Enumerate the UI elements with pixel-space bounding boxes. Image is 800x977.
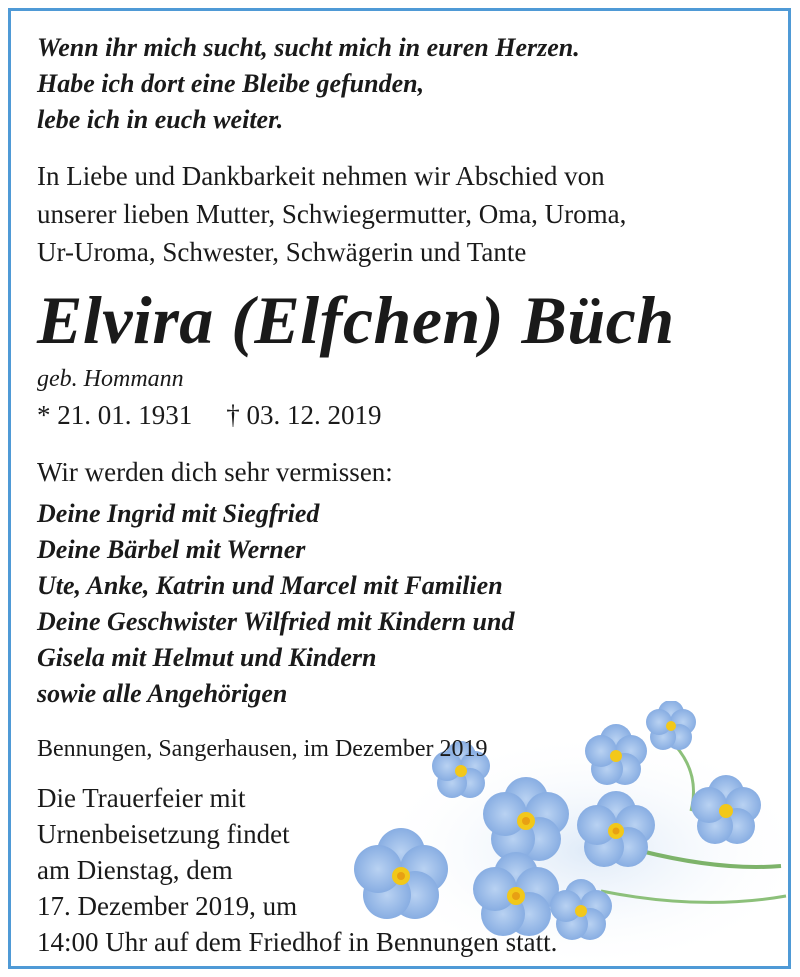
life-dates <box>37 400 382 431</box>
intro-line: Ur-Uroma, Schwester, Schwägerin und Tante <box>37 237 527 267</box>
obituary-text <box>11 11 788 966</box>
death-date: † 03. 12. 2019 <box>226 400 382 430</box>
funeral-line: Die Trauerfeier mit <box>37 783 246 813</box>
funeral-line: 14:00 Uhr auf dem Friedhof in Bennungen statt. <box>37 927 558 957</box>
birth-date: * 21. 01. 1931 <box>37 400 193 430</box>
maiden-name: geb. Hommann <box>37 366 184 392</box>
deceased-name: Elvira (Elfchen) Büch <box>37 282 675 358</box>
mourner-line: sowie alle Angehörigen <box>37 679 288 708</box>
poem-line: lebe ich in euch weiter. <box>37 105 284 134</box>
poem-line: Habe ich dort eine Bleibe gefunden, <box>37 69 425 98</box>
mourner-line: Deine Ingrid mit Siegfried <box>37 499 320 528</box>
mourner-line: Ute, Anke, Katrin und Marcel mit Familien <box>37 571 503 600</box>
obituary-frame <box>8 8 791 969</box>
mourners-intro: Wir werden dich sehr vermissen: <box>37 457 393 487</box>
intro-line: In Liebe und Dankbarkeit nehmen wir Abschied von <box>37 161 605 191</box>
mourner-line: Deine Geschwister Wilfried mit Kindern und <box>37 607 515 636</box>
poem-line: Wenn ihr mich sucht, sucht mich in euren Herzen. <box>37 33 580 62</box>
mourner-line: Deine Bärbel mit Werner <box>37 535 306 564</box>
place-date: Bennungen, Sangerhausen, im Dezember 2019 <box>37 736 488 762</box>
mourner-line: Gisela mit Helmut und Kindern <box>37 643 377 672</box>
funeral-line: Urnenbeisetzung findet <box>37 819 290 849</box>
intro-line: unserer lieben Mutter, Schwiegermutter, Oma, Uroma, <box>37 199 627 229</box>
funeral-line: am Dienstag, dem <box>37 855 233 885</box>
funeral-line: 17. Dezember 2019, um <box>37 891 298 921</box>
